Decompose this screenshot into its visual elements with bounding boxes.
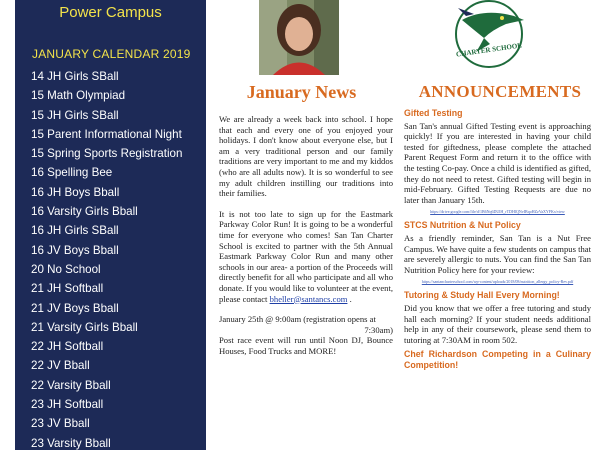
news-paragraph-1: We are already a week back into school. I hope that each and every one of you enjoyed your holidays. I don't know about everyone else, but I am a very traditional person and our family traditions are very important to me and my kiddos (who are all adults now). It is so wonderful to see my adult children instilling our traditions into their families.: [219, 114, 393, 199]
calendar-event: 21 JV Boys Bball: [31, 301, 119, 315]
calendar-event: 15 Math Olympiad: [31, 89, 126, 103]
announcement-body: San Tan's annual Gifted Testing event is approaching quickly! If you are interested in having your child tested for giftedness, please complete the attached Parent Request Form and return it to the office with the testing Co-pay. Once a child is identified as gifted, they do not need to retest. Gifted testing will begin in mid-February. Gifted Testing Requests are due no later than January 15th.: [404, 120, 591, 205]
calendar-event: 22 Varsity Bball: [31, 378, 111, 392]
email-suffix: .: [347, 293, 352, 304]
announcement-heading: STCS Nutrition & Nut Policy: [404, 220, 521, 231]
calendar-event: 20 No School: [31, 262, 101, 276]
announcement-heading: Gifted Testing: [404, 108, 463, 118]
announcement-body: As a friendly reminder, San Tan is a Nut Free Campus. We have quite a few students on campus that are severely allergic to nuts. You can find the San Tan Nutrition Policy here for your review:: [404, 232, 591, 275]
announcement-heading: Chef Richardson Competing in a Culinary Competition!: [404, 349, 591, 370]
campus-title: Power Campus: [59, 4, 162, 21]
calendar-event: 22 JV Bball: [31, 359, 90, 373]
announcements-title: ANNOUNCEMENTS: [418, 82, 582, 101]
announcements-list: [404, 108, 591, 372]
calendar-event: 21 Varsity Girls Bball: [31, 320, 138, 334]
event-time: [219, 314, 393, 335]
calendar-event: 21 JH Softball: [31, 282, 104, 296]
school-logo: [444, 0, 534, 72]
post-race-text: Post race event will run until Noon DJ, Bounce Houses, Food Trucks and MORE!: [219, 335, 393, 356]
event-time-line: January 25th @ 9:00am (registration opens at: [219, 314, 376, 325]
announcement-link[interactable]: https://santancharterschool.com/wp-content/uploads/2018/08/nutrition_allergy_policy-Rev.pdf: [421, 279, 574, 285]
calendar-event-list: [15, 67, 206, 472]
calendar-event: 15 Parent Informational Night: [31, 127, 182, 141]
calendar-title: JANUARY CALENDAR 2019: [32, 47, 191, 61]
announcement-body: Did you know that we offer a free tutoring and study hall each morning? If your student needs additional help in any of their coursework, please send them to tutoring at 7:30AM in room 502.: [404, 302, 591, 345]
calendar-event: 23 JV Bball: [31, 417, 90, 431]
calendar-event: 16 Spelling Bee: [31, 166, 113, 180]
calendar-sidebar: [15, 0, 206, 469]
calendar-event: 15 JH Girls SBall: [31, 108, 119, 122]
principal-photo: [259, 0, 339, 75]
logo-text: CHARTER SCHOOL: [455, 41, 523, 59]
calendar-event: 22 JH Softball: [31, 340, 104, 354]
calendar-event: 16 JV Boys Bball: [31, 243, 119, 257]
color-run-text: It is not too late to sign up for the Eastmark Parkway Color Run! It is going to be a wonderful time for everyone who comes! San Tan Charter School is excited to partner with the 5th Annual Eastmark Parkway Color Run and many other schools in our area- a portion of the Proceeds will directly benefit for all who participate and all who donate. If you would like to volunteer at the event, please contact: [219, 208, 393, 304]
portrait-image: [259, 0, 339, 75]
calendar-event: 23 JH Softball: [31, 398, 104, 412]
news-paragraph-2: [219, 209, 393, 304]
calendar-event: 15 Spring Sports Registration: [31, 147, 183, 161]
registration-time: 7:30am): [364, 324, 393, 335]
announcement-link[interactable]: https://drive.google.com/file/d/1B6Nq6DUlH_rTDHlQNvIBqoHZzVaXYFKx/view: [430, 209, 565, 215]
calendar-event: 24 District Spelling Bee: [31, 455, 151, 469]
contact-email-link[interactable]: bheller@santancs.com: [269, 293, 348, 304]
calendar-event: 16 Varsity Girls Bball: [31, 205, 138, 219]
calendar-event: 14 JH Girls SBall: [31, 70, 119, 83]
roadrunner-logo-icon: [444, 0, 534, 72]
news-body: [219, 114, 393, 366]
announcement-heading: Tutoring & Study Hall Every Morning!: [404, 290, 560, 301]
calendar-event: 16 JH Girls SBall: [31, 224, 119, 238]
news-title: January News: [246, 82, 357, 102]
calendar-event: 23 Varsity Bball: [31, 436, 111, 450]
calendar-event: 16 JH Boys Bball: [31, 185, 120, 199]
